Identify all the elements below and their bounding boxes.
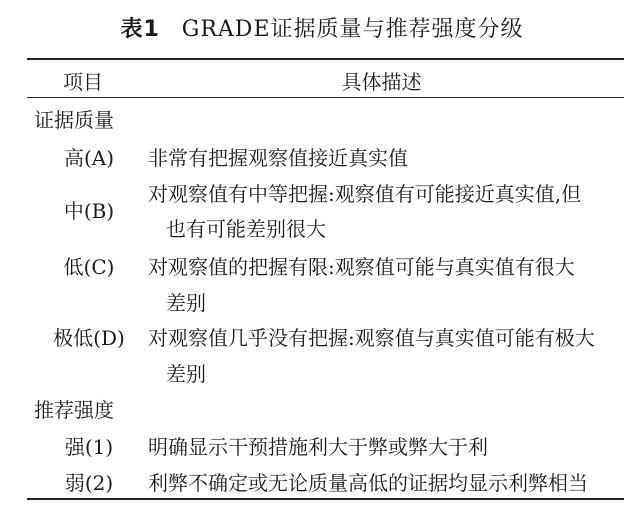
level-weak: 弱(2)	[64, 471, 114, 495]
level-low: 低(C)	[63, 255, 115, 279]
top-rule	[27, 58, 624, 60]
table-caption: GRADE证据质量与推荐强度分级	[181, 17, 524, 42]
level-high: 高(A)	[63, 146, 115, 170]
desc-strong-line-1: 明确显示干预措施利大于弊或弊大于利	[148, 435, 488, 459]
desc-very-low-line-1: 对观察值几乎没有把握:观察值与真实值可能有极大	[148, 326, 595, 350]
level-strong: 强(1)	[64, 435, 114, 459]
desc-weak-line-1: 利弊不确定或无论质量高低的证据均显示利弊相当	[148, 471, 588, 495]
desc-low-line-1: 对观察值的把握有限:观察值可能与真实值有很大	[148, 255, 575, 279]
table-title	[0, 12, 644, 43]
section-recommendation-strength: 推荐强度	[34, 398, 114, 422]
bottom-rule	[27, 498, 624, 500]
header-item: 项目	[63, 70, 103, 94]
desc-very-low-line-2: 差别	[166, 362, 206, 386]
desc-moderate-line-2: 也有可能差别很大	[166, 217, 326, 241]
level-very-low: 极低(D)	[53, 326, 125, 350]
section-evidence-quality: 证据质量	[34, 108, 114, 132]
table-number: 表1	[120, 17, 160, 42]
desc-moderate-line-1: 对观察值有中等把握:观察值有可能接近真实值,但	[148, 182, 582, 206]
header-description: 具体描述	[341, 70, 422, 94]
level-moderate: 中(B)	[63, 199, 115, 223]
header-rule	[27, 97, 624, 98]
desc-high-line-1: 非常有把握观察值接近真实值	[148, 146, 408, 170]
desc-low-line-2: 差别	[166, 291, 206, 315]
